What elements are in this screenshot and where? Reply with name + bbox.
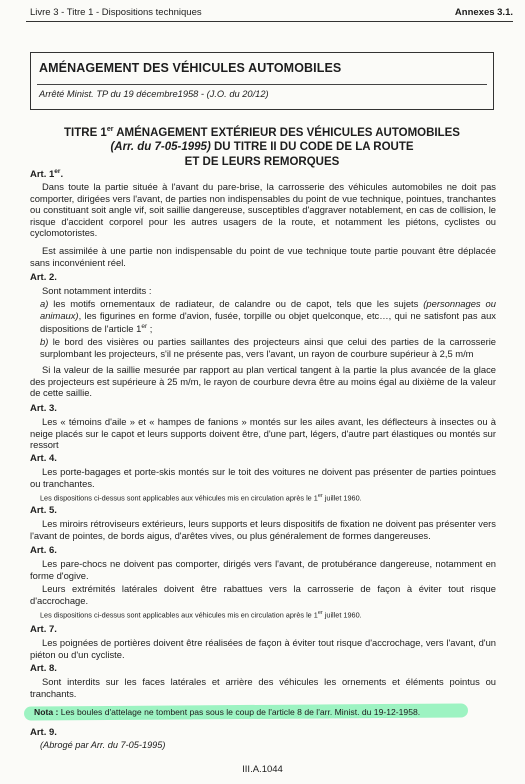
article-6-paragraph-1: Les pare-chocs ne doivent pas comporter, dirigés vers l'avant, de protubérance dangereuse, notamment en forme d'ogive. bbox=[30, 558, 496, 581]
article-7-heading: Art. 7. bbox=[30, 624, 57, 635]
article-3-paragraph: Les « témoins d'aile » et « hampes de fanions » montés sur les ailes avant, les déflecteurs à insectes ou à neige placés sur le capot et leurs supports doivent être, d'une part, légers, d'autre part élastiques ou montés sur ressort bbox=[30, 416, 496, 451]
article-4-note: Les dispositions ci-dessus sont applicables aux véhicules mis en circulation après le 1er juillet 1960. bbox=[40, 493, 362, 503]
title-box bbox=[30, 52, 494, 110]
box-title: AMÉNAGEMENT DES VÉHICULES AUTOMOBILES bbox=[39, 61, 342, 75]
header-rule bbox=[26, 21, 513, 22]
article-6-paragraph-2: Leurs extrémités latérales doivent être rabattues vers la carrosserie de façon à éviter tout risque d'accrochage. bbox=[30, 583, 496, 606]
header-left: Livre 3 - Titre 1 - Dispositions techniques bbox=[30, 7, 202, 18]
article-6-note: Les dispositions ci-dessus sont applicables aux véhicules mis en circulation après le 1er juillet 1960. bbox=[40, 610, 362, 620]
nota-text: Nota : Les boules d'attelage ne tombent pas sous le coup de l'article 8 de l'arr. Minist. du 19-12-1958. bbox=[34, 707, 421, 717]
article-6-heading: Art. 6. bbox=[30, 545, 57, 556]
article-9-heading: Art. 9. bbox=[30, 727, 57, 738]
article-8-paragraph: Sont interdits sur les faces latérales et arrière des véhicules les ornements et éléments pointus ou tranchants. bbox=[30, 676, 496, 699]
header-right: Annexes 3.1. bbox=[454, 7, 513, 18]
running-header bbox=[30, 7, 513, 18]
article-2-intro: Sont notamment interdits : bbox=[42, 285, 152, 296]
article-4-paragraph: Les porte-bagages et porte-skis montés sur le toit des voitures ne doivent pas présenter de parties pointues ou tranchantes. bbox=[30, 466, 496, 489]
page-number: III.A.1044 bbox=[242, 764, 283, 775]
article-3-heading: Art. 3. bbox=[30, 403, 57, 414]
article-2-item-a: a) les motifs ornementaux de radiateur, de calandre ou de capot, tels que les sujets (personnages ou animaux), les figurines en forme d'avion, fusée, torpille ou objet quelconque, etc…, qui ne satisfont pas aux dispositions de l'article 1er ; bbox=[40, 298, 496, 335]
box-divider bbox=[37, 84, 487, 85]
section-title-line-3: ET DE LEURS REMORQUES bbox=[184, 155, 340, 168]
article-2-item-b: b) le bord des visières ou parties saillantes des projecteurs ainsi que celui des parties de la carrosserie surplombant les projecteurs, s'il ne présente pas, vers l'avant, un rayon de courbure supérieur à 2,5 m/m bbox=[40, 336, 496, 359]
section-title-line-1: TITRE 1er AMÉNAGEMENT EXTÉRIEUR DES VÉHICULES AUTOMOBILES bbox=[64, 126, 460, 139]
box-subtitle: Arrêté Minist. TP du 19 décembre1958 - (J.O. du 20/12) bbox=[39, 89, 269, 99]
article-5-paragraph: Les miroirs rétroviseurs extérieurs, leurs supports et leurs dispositifs de fixation ne doivent pas présenter vers l'avant de pointes, de bords aigus, d'arêtes vives, ou plus généralement de formes dangereuses. bbox=[30, 518, 496, 541]
article-1-paragraph-1: Dans toute la partie située à l'avant du pare-brise, la carrosserie des véhicules automobiles ne doit pas comporter, dirigées vers l'avant, de parties non indispensables du point de vue technique, pointues, tranchantes ou constituant soit angle vif, soit saillie dangereuse, susceptibles d'aggraver notablement, en cas de collision, le risque d'accident corporel pour les autres usagers de la route, et notamment les piétons, cyclistes ou cyclomotoristes. bbox=[30, 181, 496, 239]
article-1-paragraph-2: Est assimilée à une partie non indispensable du point de vue technique toute partie pouvant être déplacée sans inconvénient réel. bbox=[30, 245, 496, 268]
article-5-heading: Art. 5. bbox=[30, 505, 57, 516]
article-1-heading: Art. 1er. bbox=[30, 168, 64, 181]
article-9-text: (Abrogé par Arr. du 7-05-1995) bbox=[40, 740, 166, 750]
article-4-heading: Art. 4. bbox=[30, 453, 57, 464]
section-title-line-2: (Arr. du 7-05-1995) DU TITRE II DU CODE DE LA ROUTE bbox=[110, 141, 414, 154]
article-2-paragraph: Si la valeur de la saillie mesurée par rapport au plan vertical tangent à la partie la plus avancée de la glace des projecteurs est supérieure à 25 m/m, le rayon de courbure devra être au moins égal au dixième de la valeur de cette saillie. bbox=[30, 364, 496, 399]
article-2-heading: Art. 2. bbox=[30, 272, 57, 283]
article-8-heading: Art. 8. bbox=[30, 663, 57, 674]
article-7-paragraph: Les poignées de portières doivent être réalisées de façon à éviter tout risque d'accrochage, vers l'avant, d'un piéton ou d'un cycliste. bbox=[30, 637, 496, 660]
section-title bbox=[30, 123, 494, 169]
